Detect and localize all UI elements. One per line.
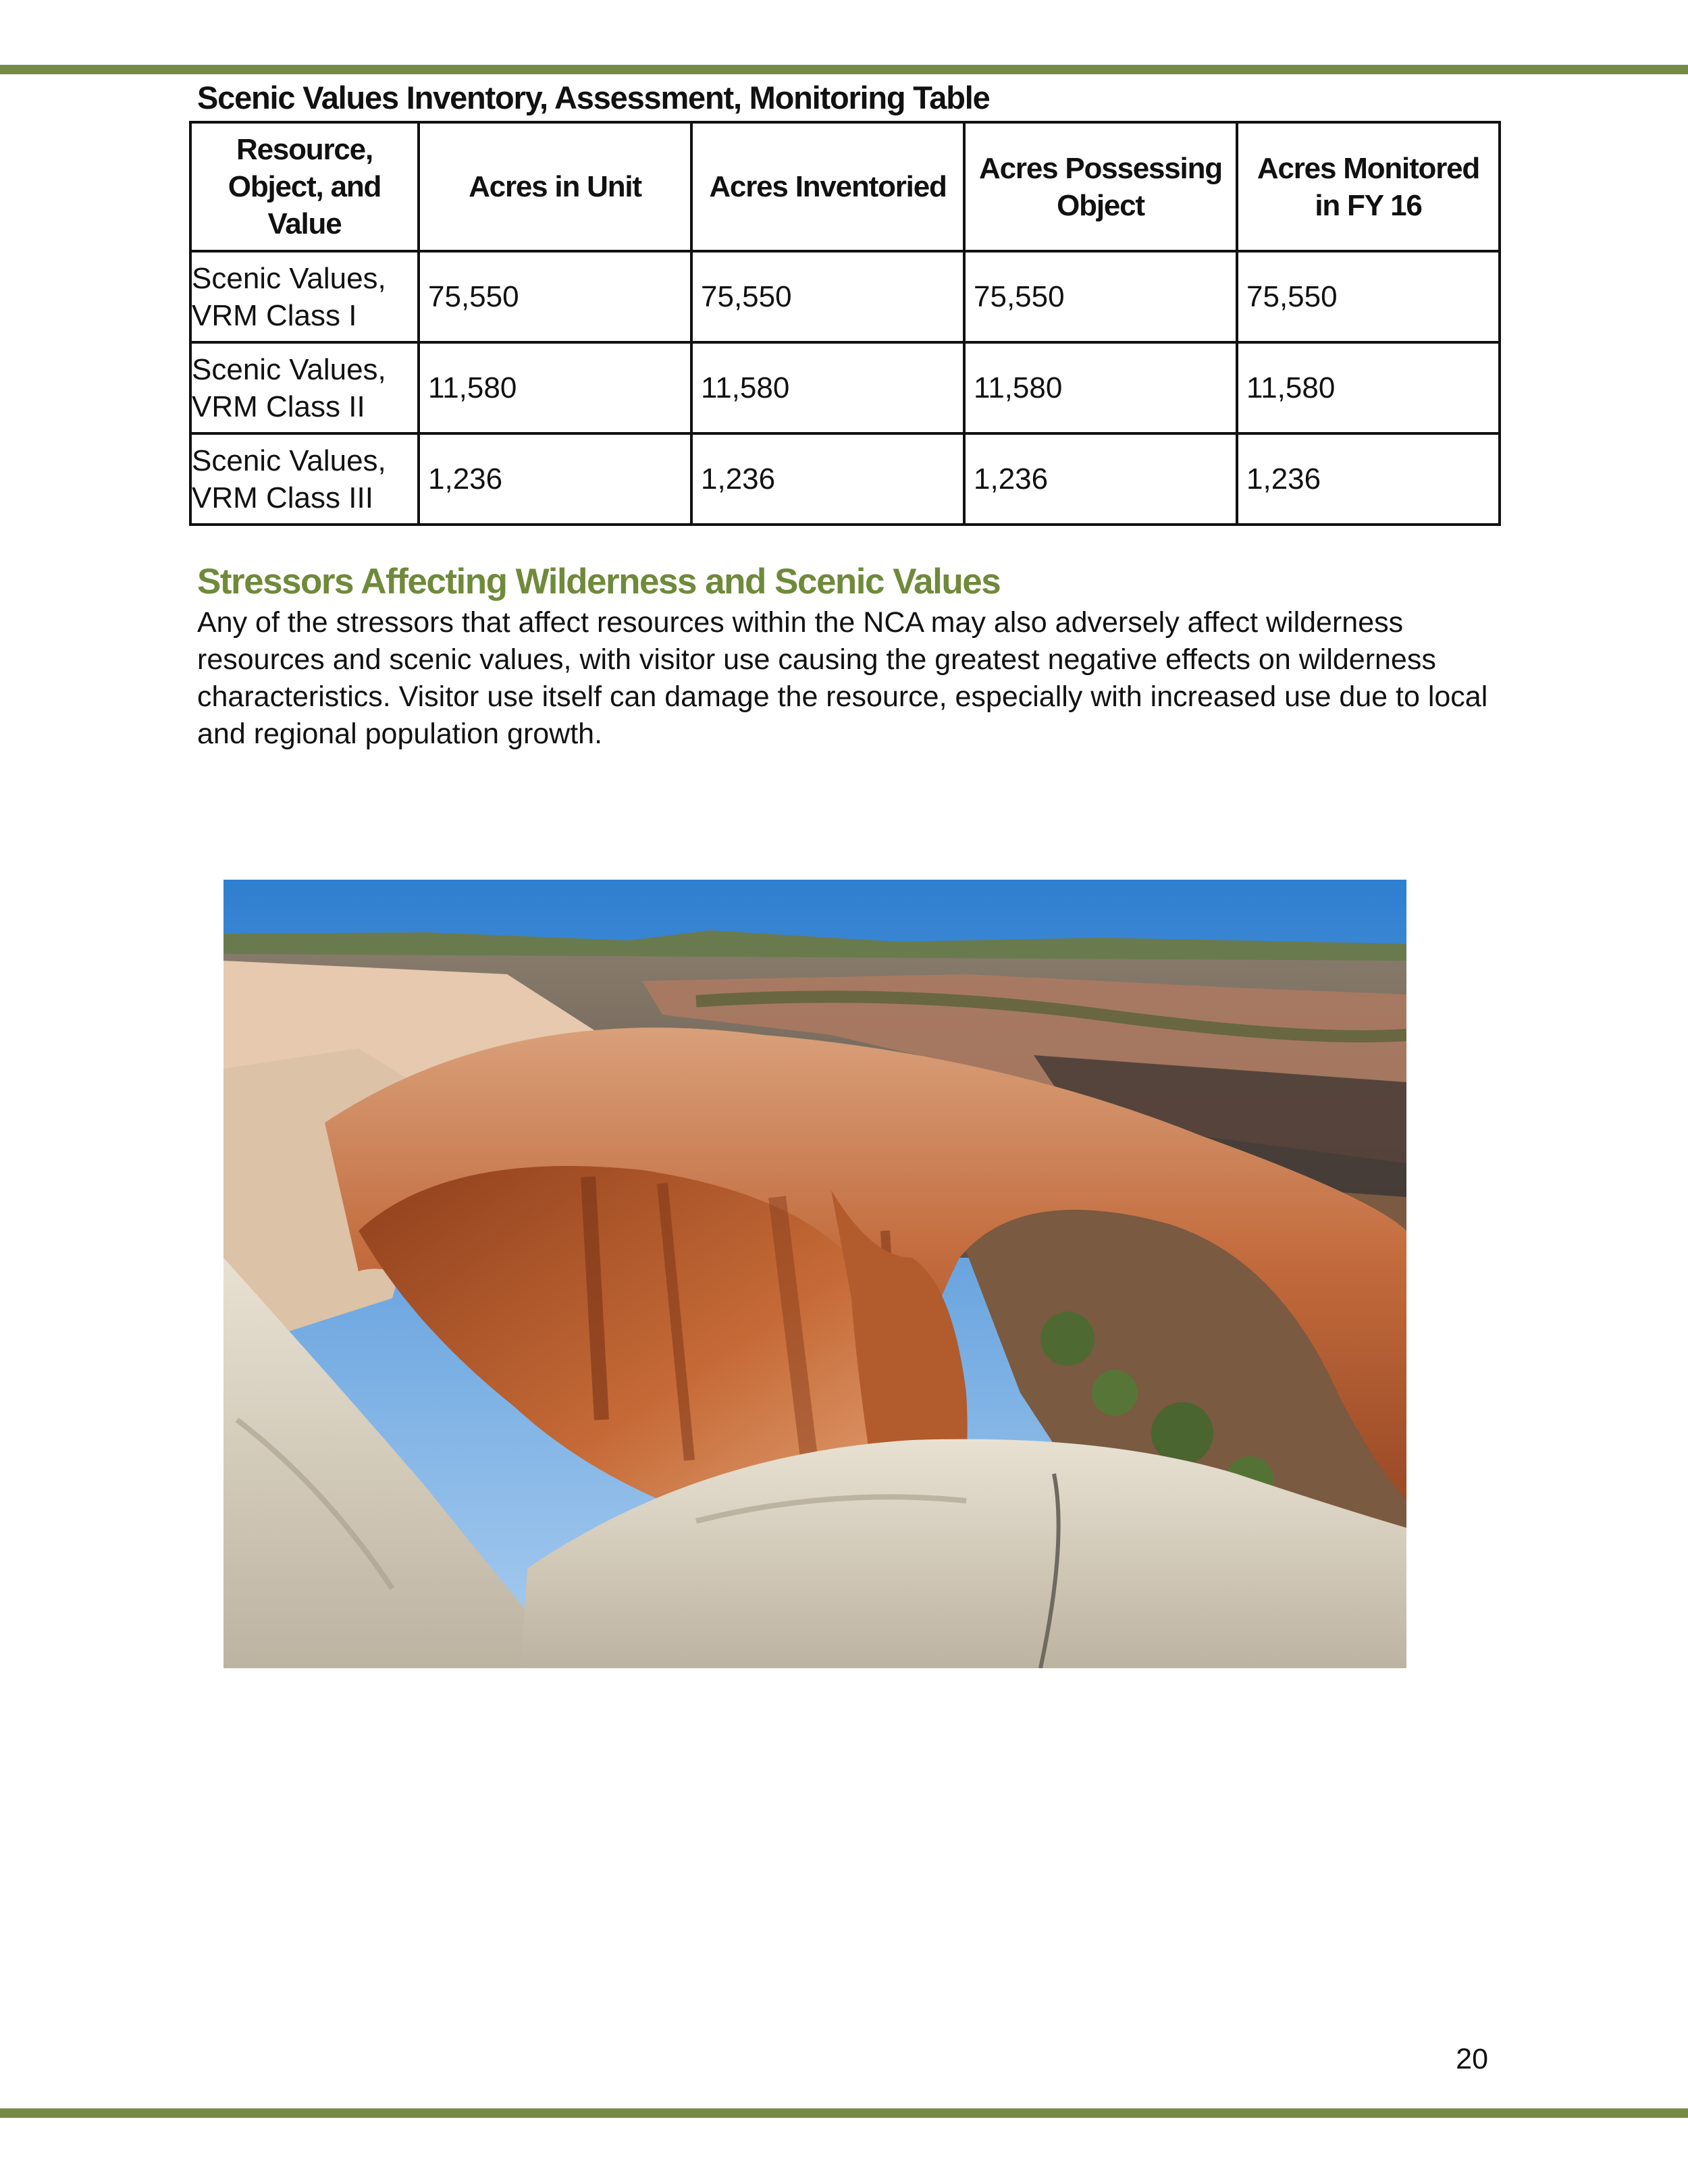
top-rule	[0, 65, 1688, 74]
page-number: 20	[1456, 2043, 1488, 2075]
table-cell: 1,236	[964, 433, 1237, 525]
header-acres-in-unit: Acres in Unit	[419, 122, 691, 251]
table-cell: 11,580	[419, 342, 691, 433]
table-cell: 75,550	[691, 251, 964, 342]
table-row	[190, 251, 1500, 342]
table-row	[190, 433, 1500, 525]
table-title: Scenic Values Inventory, Assessment, Monitoring Table	[197, 80, 990, 115]
table-cell: 75,550	[419, 251, 691, 342]
row-label: Scenic Values, VRM Class I	[190, 251, 419, 342]
table-cell: 11,580	[691, 342, 964, 433]
bottom-rule	[0, 2108, 1688, 2118]
header-acres-inventoried: Acres Inventoried	[691, 122, 964, 251]
table-cell: 1,236	[419, 433, 691, 525]
section-body-text: Any of the stressors that affect resources within the NCA may also adversely affect wilderness resources and scenic values, with visitor use causing the greatest negative effects on wilderness characteristics. Visitor use itself can damage the resource, especially with increased use due to local and regional population growth.	[197, 606, 1488, 750]
table-cell: 75,550	[1237, 251, 1500, 342]
table-cell: 75,550	[964, 251, 1237, 342]
section-heading: Stressors Affecting Wilderness and Scenic Values	[197, 562, 1001, 602]
row-label: Scenic Values, VRM Class II	[190, 342, 419, 433]
scenic-values-table	[189, 121, 1501, 526]
table-cell: 11,580	[964, 342, 1237, 433]
header-resource: Resource, Object, and Value	[190, 122, 419, 251]
table-row	[190, 342, 1500, 433]
header-acres-possessing: Acres Possessing Object	[964, 122, 1237, 251]
sandstone-arch-photo	[223, 880, 1406, 1668]
table-cell: 1,236	[691, 433, 964, 525]
table-cell: 11,580	[1237, 342, 1500, 433]
table-cell: 1,236	[1237, 433, 1500, 525]
table-header-row	[190, 122, 1500, 251]
row-label: Scenic Values, VRM Class III	[190, 433, 419, 525]
header-acres-monitored: Acres Monitored in FY 16	[1237, 122, 1500, 251]
